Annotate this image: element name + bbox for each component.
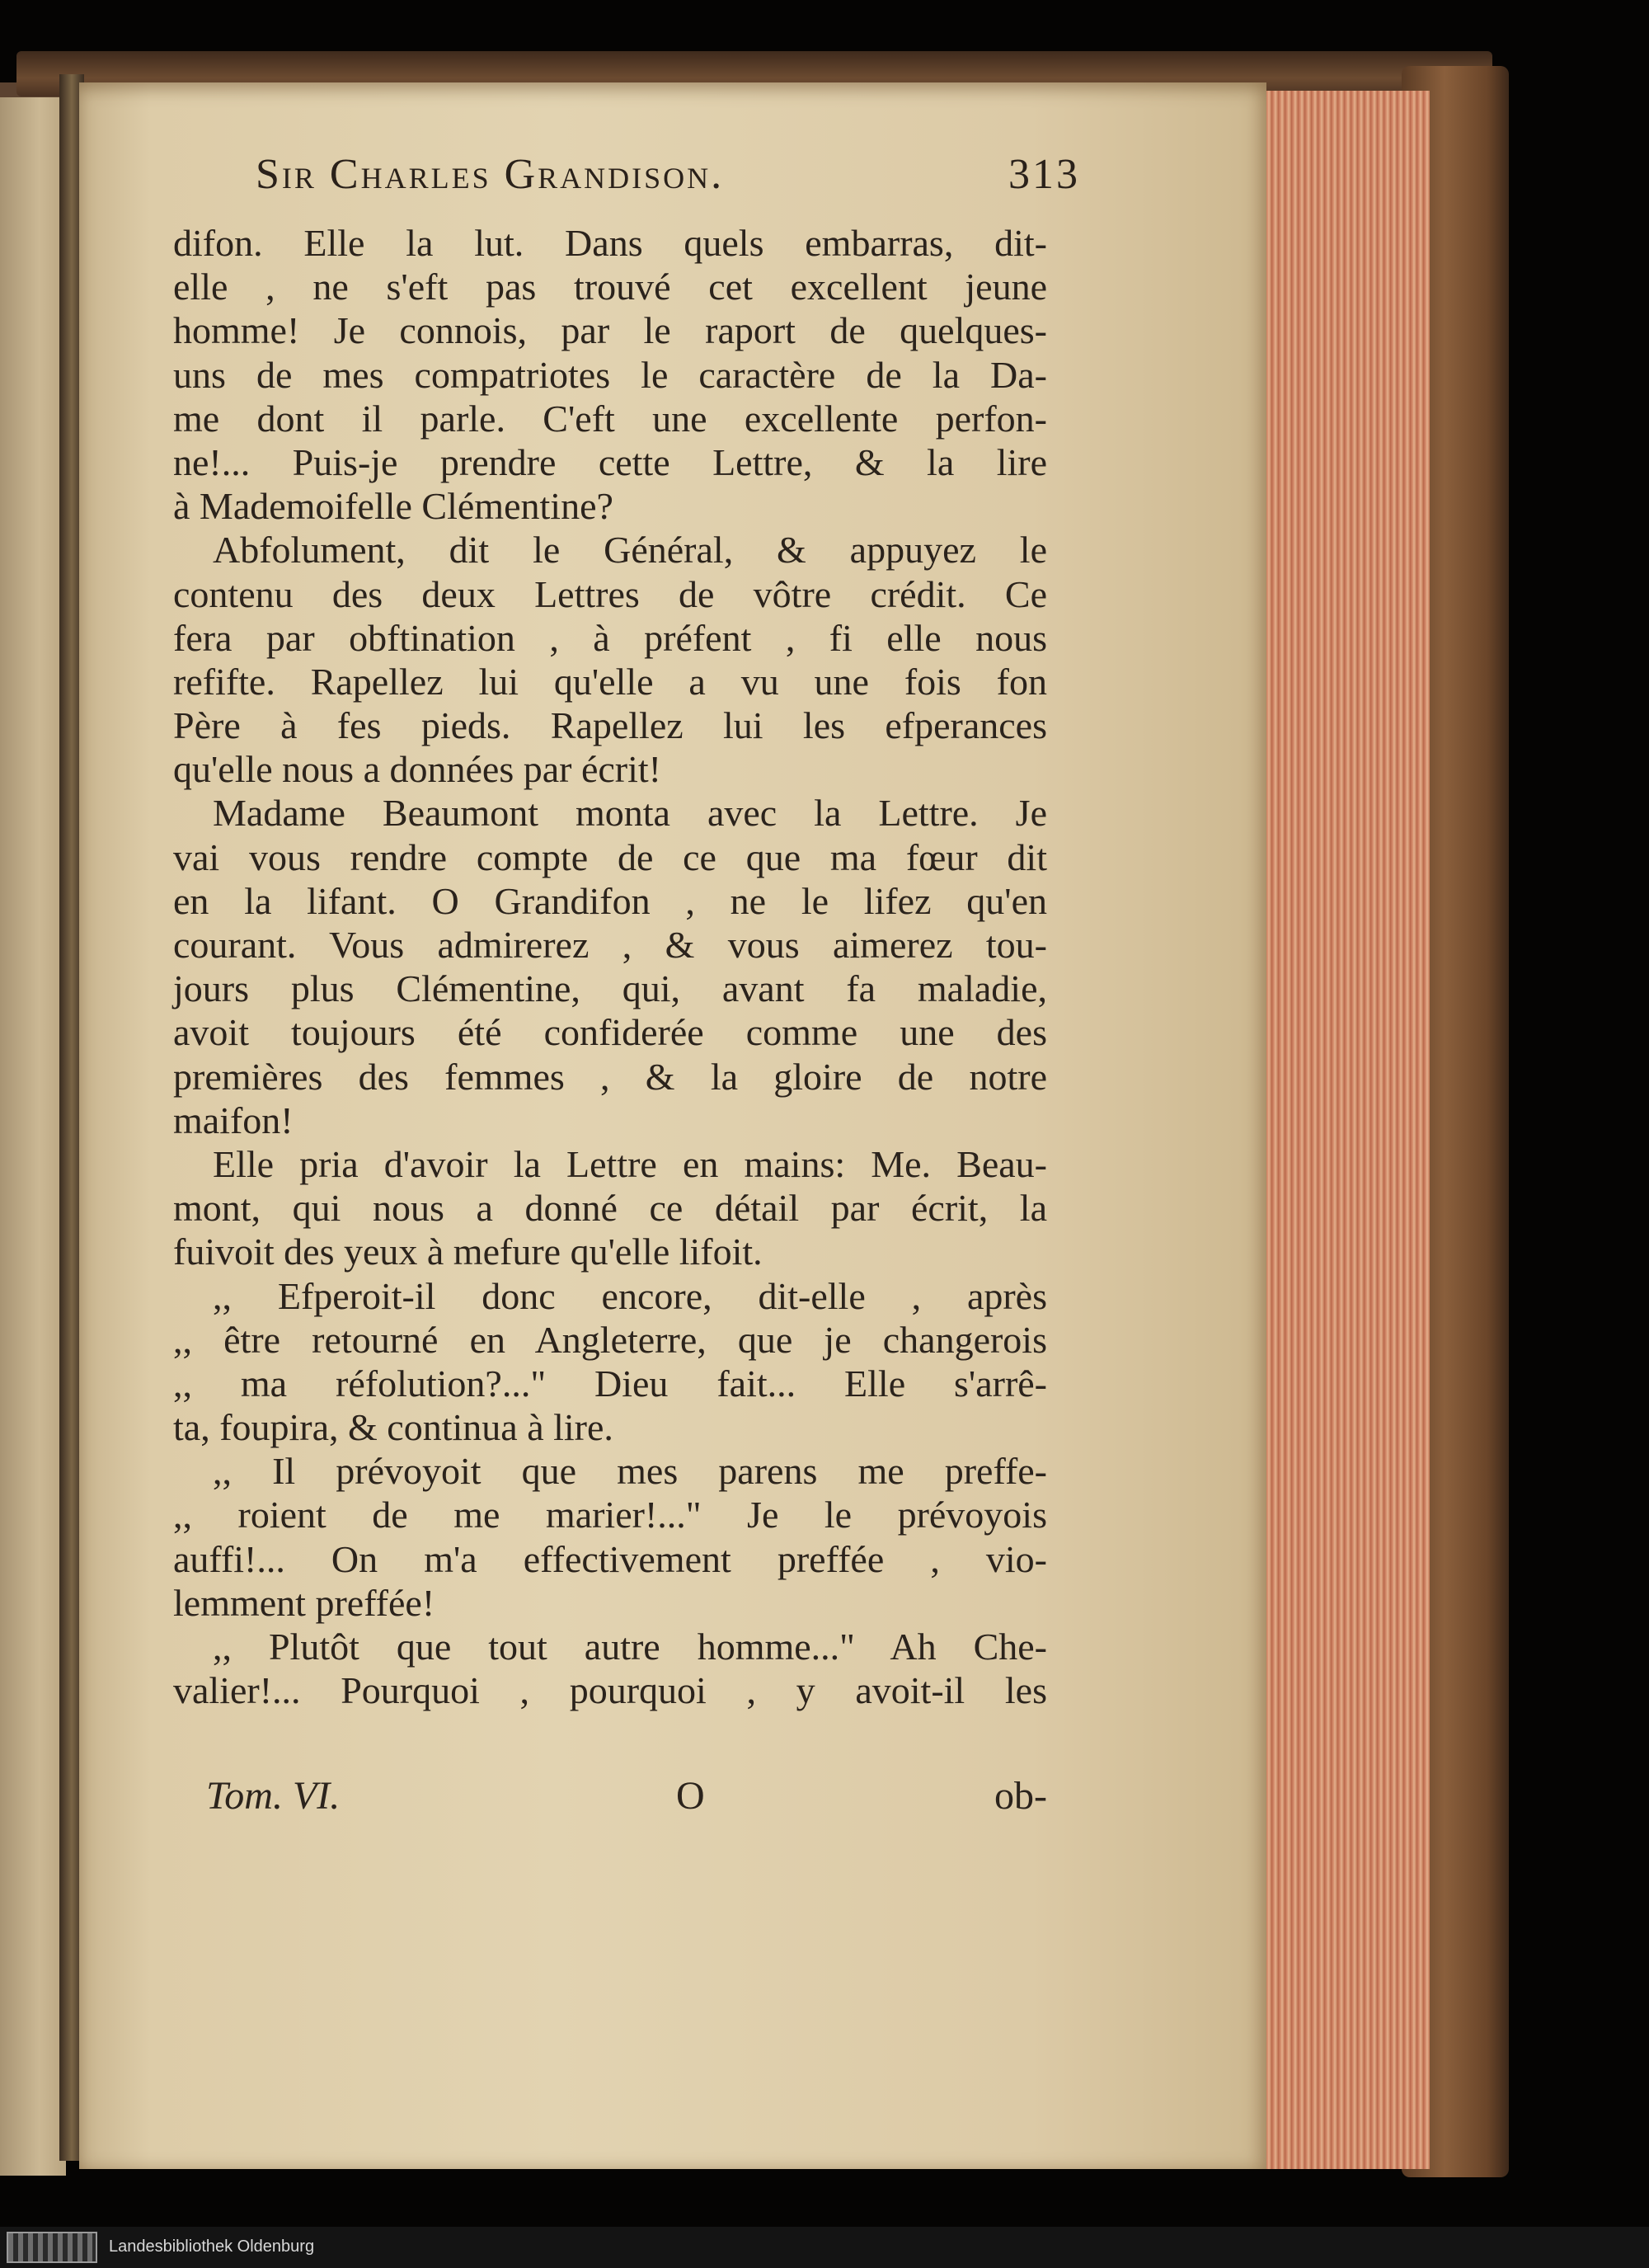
left-page-edge — [0, 82, 66, 2176]
text-line: qu'elle nous a données par écrit! — [173, 748, 662, 791]
text-line: ,, roient de me marier!..." Je le prévoyois — [173, 1494, 1047, 1536]
text-line: lemment preffée! — [173, 1581, 435, 1624]
text-line: maifon! — [173, 1099, 294, 1141]
page-fore-edge — [1261, 91, 1430, 2169]
text-line: difon. Elle la lut. Dans quels embarras, dit- — [173, 222, 1047, 264]
running-title: Sir Charles Grandison. — [256, 151, 725, 198]
library-bar — [0, 2227, 1649, 2268]
text-line: refifte. Rapellez lui qu'elle a vu une fois fon — [173, 660, 1047, 703]
text-line: en la lifant. O Grandifon , ne le lifez qu'en — [173, 879, 1047, 922]
text-line: mont, qui nous a donné ce détail par écrit, la — [173, 1187, 1047, 1230]
body-text — [173, 221, 1047, 1712]
text-line: ,, ma réfolution?..." Dieu fait... Elle s'arrê- — [173, 1362, 1047, 1405]
text-line: avoit toujours été confiderée comme une des — [173, 1011, 1047, 1054]
text-line: jours plus Clémentine, qui, avant fa maladie, — [173, 967, 1047, 1010]
text-line: ta, foupira, & continua à lire. — [173, 1406, 613, 1449]
text-line: ne!... Puis-je prendre cette Lettre, & la lire — [173, 440, 1047, 483]
text-line: ,, Efperoit-il donc encore, dit-elle , après — [213, 1274, 1047, 1317]
catchword: ob- — [994, 1774, 1047, 1818]
text-line: Père à fes pieds. Rapellez lui les efperances — [173, 704, 1047, 747]
text-line: valier!... Pourquoi , pourquoi , y avoit-il les — [173, 1669, 1047, 1712]
text-line: elle , ne s'eft pas trouvé cet excellent jeune — [173, 266, 1047, 308]
text-line: ,, Plutôt que tout autre homme..." Ah Che- — [213, 1626, 1047, 1668]
library-logo-icon — [7, 2232, 97, 2263]
text-line: homme! Je connois, par le raport de quelques- — [173, 309, 1047, 352]
text-line: à Mademoifelle Clémentine? — [173, 485, 613, 528]
text-line: uns de mes compatriotes le caractère de la Da- — [173, 353, 1047, 396]
text-line: Abfolument, dit le Général, & appuyez le — [213, 529, 1047, 572]
text-line: me dont il parle. C'eft une excellente perfon- — [173, 397, 1047, 440]
text-line: fuivoit des yeux à mefure qu'elle lifoit. — [173, 1230, 763, 1273]
volume-signature: Tom. VI. — [206, 1774, 341, 1818]
text-line: vai vous rendre compte de ce que ma fœur dit — [173, 835, 1047, 878]
gathering-signature: O — [676, 1774, 705, 1818]
text-line: ,, être retourné en Angleterre, que je changerois — [173, 1318, 1047, 1361]
text-line: auffi!... On m'a effectivement preffée , vio- — [173, 1537, 1047, 1580]
page-footer — [181, 1773, 1047, 1823]
text-line: Madame Beaumont monta avec la Lettre. Je — [213, 792, 1047, 835]
running-header — [173, 150, 1080, 224]
text-line: ,, Il prévoyoit que mes parens me preffe- — [213, 1450, 1047, 1493]
text-line: courant. Vous admirerez , & vous aimerez tou- — [173, 924, 1047, 966]
text-line: Elle pria d'avoir la Lettre en mains: Me. Beau- — [213, 1142, 1047, 1185]
text-line: contenu des deux Lettres de vôtre crédit. Ce — [173, 572, 1047, 615]
text-line: fera par obftination , à préfent , fi elle nous — [173, 616, 1047, 659]
library-name: Landesbibliothek Oldenburg — [109, 2237, 315, 2256]
text-line: premières des femmes , & la gloire de notre — [173, 1055, 1047, 1098]
page-number: 313 — [1008, 151, 1080, 198]
